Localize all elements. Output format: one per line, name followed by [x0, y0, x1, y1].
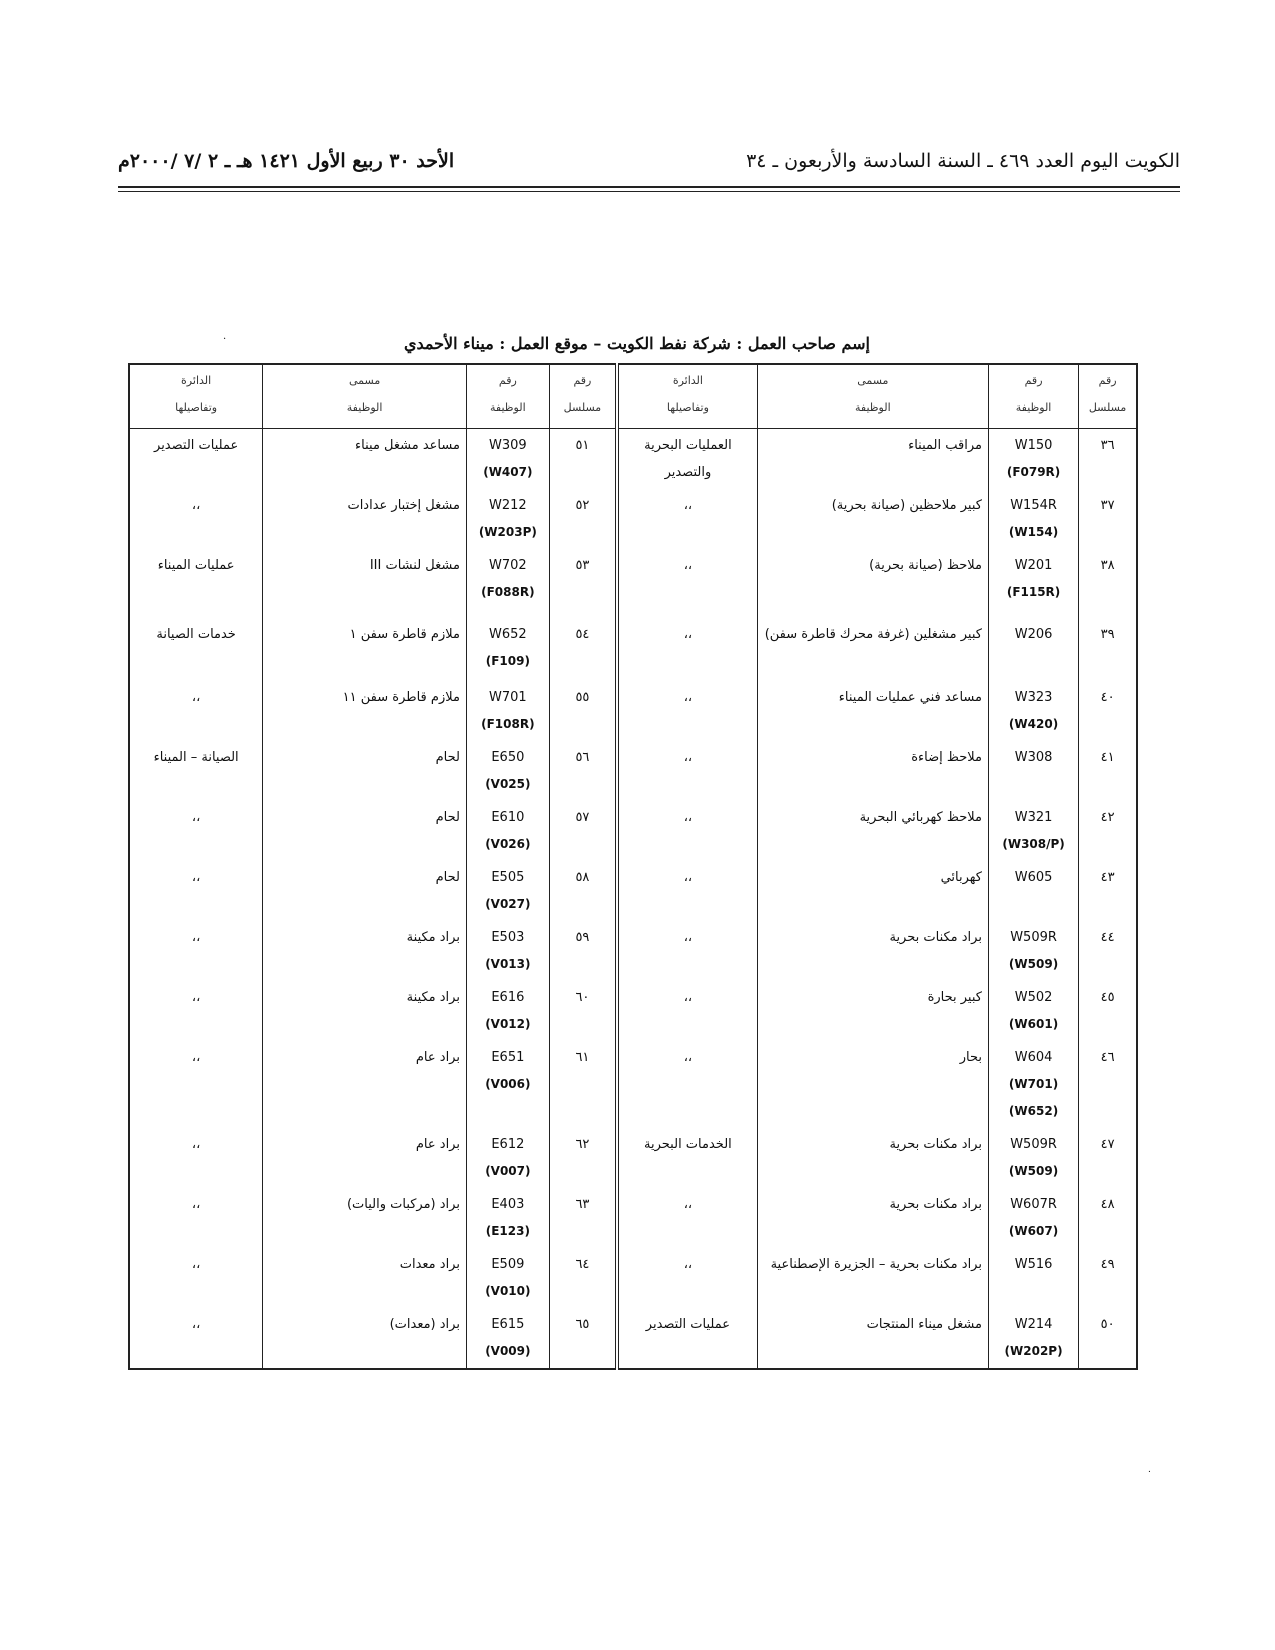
job-code: W206	[1014, 627, 1053, 642]
serial-number: ٤٥	[1079, 981, 1137, 1041]
previous-job-code: (V007)	[485, 1164, 531, 1178]
job-title: كبير مشغلين (غرفة محرك قاطرة سفن)	[757, 618, 988, 681]
job-code-cell	[466, 489, 549, 549]
job-title: براد مكنات بحرية	[757, 921, 988, 981]
previous-job-code: (V013)	[485, 957, 531, 971]
previous-job-code: (V026)	[485, 837, 531, 851]
job-code-cell	[466, 1041, 549, 1128]
previous-job-code: (W203P)	[478, 525, 537, 539]
job-code-cell	[466, 921, 549, 981]
job-code: W604	[1014, 1050, 1053, 1065]
department: الخدمات البحرية	[617, 1128, 757, 1188]
department: ،،	[129, 801, 263, 861]
job-code: E650	[491, 750, 525, 765]
job-title: براد مكنات بحرية	[757, 1128, 988, 1188]
job-title: مساعد مشغل ميناء	[263, 429, 467, 490]
job-title: كبير بحارة	[757, 981, 988, 1041]
serial-number: ٥٢	[549, 489, 617, 549]
table-row	[129, 741, 1137, 801]
job-code: E403	[491, 1197, 525, 1212]
previous-job-code: (V010)	[485, 1284, 531, 1298]
job-title: ملازم قاطرة سفن ١١	[263, 681, 467, 741]
job-title: لحام	[263, 801, 467, 861]
previous-job-code: (F108R)	[481, 717, 535, 731]
serial-number: ٥٨	[549, 861, 617, 921]
department: ،،	[129, 1128, 263, 1188]
header-issue-info: الكويت اليوم العدد ٤٦٩ ـ السنة السادسة والأربعون ـ ٣٤	[746, 150, 1180, 172]
serial-number: ٥٤	[549, 618, 617, 681]
table-row	[129, 1128, 1137, 1188]
serial-number: ٤٧	[1079, 1128, 1137, 1188]
col-dept-header-2: الدائرة وتفاصيلها	[129, 364, 263, 429]
serial-number: ٦٣	[549, 1188, 617, 1248]
header-date: الأحد ٣٠ ربيع الأول ١٤٢١ هـ ـ ٢ /٧ /٢٠٠٠م	[118, 150, 455, 172]
job-title: براد (مركبات واليات)	[263, 1188, 467, 1248]
table-row	[129, 1041, 1137, 1128]
job-title: مراقب الميناء	[757, 429, 988, 490]
job-title: براد مكينة	[263, 981, 467, 1041]
serial-number: ٤٩	[1079, 1248, 1137, 1308]
job-code-cell	[988, 921, 1078, 981]
table-row	[129, 861, 1137, 921]
job-code: E616	[491, 990, 525, 1005]
job-code: E505	[491, 870, 525, 885]
previous-job-code: (W601)	[1008, 1017, 1059, 1031]
job-code-cell	[466, 861, 549, 921]
serial-number: ٦٤	[549, 1248, 617, 1308]
table-row	[129, 1248, 1137, 1308]
serial-number: ٦١	[549, 1041, 617, 1128]
job-title: براد عام	[263, 1128, 467, 1188]
job-code: E651	[491, 1050, 525, 1065]
job-code: E509	[491, 1257, 525, 1272]
department: ،،	[617, 549, 757, 618]
col-serial-header: رقم مسلسل	[1079, 364, 1137, 429]
job-title: ملاحظ (صيانة بحرية)	[757, 549, 988, 618]
page-header	[118, 150, 1180, 188]
job-title: ملاحظ كهربائي البحرية	[757, 801, 988, 861]
department: ،،	[617, 921, 757, 981]
table-row	[129, 549, 1137, 618]
job-code-cell	[466, 741, 549, 801]
job-code-cell	[988, 429, 1078, 490]
job-code: W652	[489, 627, 527, 642]
department: ،،	[617, 681, 757, 741]
department: عمليات التصدير	[617, 1308, 757, 1369]
serial-number: ٥٠	[1079, 1308, 1137, 1369]
table-row	[129, 921, 1137, 981]
previous-job-code: (V006)	[485, 1077, 531, 1091]
department: ،،	[617, 1041, 757, 1128]
previous-job-code: (W202P)	[1004, 1344, 1063, 1358]
serial-number: ٤٨	[1079, 1188, 1137, 1248]
serial-number: ٦٢	[549, 1128, 617, 1188]
job-code: E610	[491, 810, 525, 825]
job-code: W516	[1014, 1257, 1053, 1272]
department: ،،	[617, 981, 757, 1041]
job-code-cell	[988, 741, 1078, 801]
department: العمليات البحرية والتصدير	[617, 429, 757, 490]
department: ،،	[129, 1248, 263, 1308]
jobs-table	[128, 363, 1138, 1370]
previous-job-code: (W509)	[1008, 957, 1059, 971]
department: ،،	[129, 681, 263, 741]
table-row	[129, 681, 1137, 741]
job-title: مساعد فني عمليات الميناء	[757, 681, 988, 741]
serial-number: ٥٩	[549, 921, 617, 981]
job-code: W605	[1014, 870, 1053, 885]
job-title: براد مكينة	[263, 921, 467, 981]
job-code-cell	[988, 981, 1078, 1041]
job-code: W308	[1014, 750, 1053, 765]
job-title: بحار	[757, 1041, 988, 1128]
department: ،،	[129, 981, 263, 1041]
col-title-header-2: مسمى الوظيفة	[263, 364, 467, 429]
job-title: براد معدات	[263, 1248, 467, 1308]
serial-number: ٣٩	[1079, 618, 1137, 681]
job-code-cell	[988, 1128, 1078, 1188]
job-code-cell	[466, 981, 549, 1041]
job-code-cell	[988, 618, 1078, 681]
job-code: W214	[1014, 1317, 1053, 1332]
job-code-cell	[466, 1188, 549, 1248]
job-code: W701	[489, 690, 527, 705]
job-title: ملازم قاطرة سفن ١	[263, 618, 467, 681]
table-row	[129, 1308, 1137, 1369]
job-code-cell	[988, 549, 1078, 618]
department: خدمات الصيانة	[129, 618, 263, 681]
job-code-cell	[988, 1188, 1078, 1248]
job-title: ملاحظ إضاءة	[757, 741, 988, 801]
serial-number: ٦٠	[549, 981, 617, 1041]
job-code: W154R	[1010, 498, 1057, 513]
job-code: W150	[1014, 438, 1053, 453]
department: ،،	[617, 1188, 757, 1248]
serial-number: ٣٦	[1079, 429, 1137, 490]
serial-number: ٤٠	[1079, 681, 1137, 741]
job-code-cell	[466, 1308, 549, 1369]
table-row	[129, 981, 1137, 1041]
previous-job-code: (F088R)	[481, 585, 535, 599]
job-title: مشغل ميناء المنتجات	[757, 1308, 988, 1369]
job-code: E612	[491, 1137, 525, 1152]
stray-mark: .	[1148, 1465, 1151, 1475]
table-header-row	[129, 364, 1137, 429]
previous-job-code: (E123)	[485, 1224, 530, 1238]
col-dept-header: الدائرة وتفاصيلها	[617, 364, 757, 429]
stray-mark: .	[223, 331, 227, 342]
serial-number: ٤٢	[1079, 801, 1137, 861]
job-code-cell	[466, 1128, 549, 1188]
department: ،،	[129, 489, 263, 549]
department: ،،	[129, 921, 263, 981]
job-code-cell	[988, 1248, 1078, 1308]
job-code: W323	[1014, 690, 1053, 705]
job-title: براد عام	[263, 1041, 467, 1128]
department: ،،	[617, 489, 757, 549]
department: ،،	[129, 861, 263, 921]
previous-job-code: (W420)	[1008, 717, 1059, 731]
col-title-header: مسمى الوظيفة	[757, 364, 988, 429]
job-code-cell	[466, 429, 549, 490]
job-code-cell	[988, 1308, 1078, 1369]
department: ،،	[617, 801, 757, 861]
department: الصيانة – الميناء	[129, 741, 263, 801]
serial-number: ٦٥	[549, 1308, 617, 1369]
previous-job-code: (V012)	[485, 1017, 531, 1031]
table-row	[129, 618, 1137, 681]
department: عمليات الميناء	[129, 549, 263, 618]
table-row	[129, 489, 1137, 549]
previous-job-code: (W154)	[1008, 525, 1059, 539]
col-code-header: رقم الوظيفة	[988, 364, 1078, 429]
serial-number: ٤٦	[1079, 1041, 1137, 1128]
job-code: W702	[489, 558, 527, 573]
serial-number: ٥٣	[549, 549, 617, 618]
previous-job-code: (W407)	[483, 465, 533, 479]
table-row	[129, 429, 1137, 490]
job-title: براد مكنات بحرية	[757, 1188, 988, 1248]
job-title: براد (معدات)	[263, 1308, 467, 1369]
job-code: W309	[489, 438, 527, 453]
table-body	[129, 429, 1137, 1370]
department: ،،	[617, 741, 757, 801]
job-title: لحام	[263, 741, 467, 801]
job-code-cell	[466, 1248, 549, 1308]
job-code: W607R	[1010, 1197, 1057, 1212]
serial-number: ٤٤	[1079, 921, 1137, 981]
previous-job-code: (W308/P)	[1002, 837, 1065, 851]
job-title: كهربائي	[757, 861, 988, 921]
job-code-cell	[988, 1041, 1078, 1128]
job-code: W201	[1014, 558, 1053, 573]
department: ،،	[617, 861, 757, 921]
previous-job-code: (F109)	[485, 654, 530, 668]
serial-number: ٤١	[1079, 741, 1137, 801]
department: ،،	[129, 1041, 263, 1128]
department: ،،	[617, 618, 757, 681]
job-code-cell	[988, 681, 1078, 741]
job-code-cell	[988, 861, 1078, 921]
job-code-cell	[466, 618, 549, 681]
previous-job-code: (W701) (W652)	[1008, 1077, 1059, 1118]
job-title: كبير ملاحظين (صيانة بحرية)	[757, 489, 988, 549]
serial-number: ٥١	[549, 429, 617, 490]
department: ،،	[617, 1248, 757, 1308]
job-code-cell	[466, 681, 549, 741]
serial-number: ٥٥	[549, 681, 617, 741]
employer-line: إسم صاحب العمل : شركة نفط الكويت – موقع العمل : ميناء الأحمدي	[403, 334, 870, 353]
job-code-cell	[988, 489, 1078, 549]
job-title: مشغل إختبار عدادات	[263, 489, 467, 549]
job-code: W212	[489, 498, 527, 513]
department: ،،	[129, 1308, 263, 1369]
serial-number: ٣٧	[1079, 489, 1137, 549]
job-code: E615	[491, 1317, 525, 1332]
job-code: W502	[1014, 990, 1053, 1005]
job-title: براد مكنات بحرية – الجزيرة الإصطناعية	[757, 1248, 988, 1308]
job-code-cell	[988, 801, 1078, 861]
job-code-cell	[466, 549, 549, 618]
previous-job-code: (W607)	[1008, 1224, 1059, 1238]
previous-job-code: (V009)	[485, 1344, 531, 1358]
previous-job-code: (F115R)	[1006, 585, 1061, 599]
job-title: مشغل لنشات III	[263, 549, 467, 618]
serial-number: ٣٨	[1079, 549, 1137, 618]
job-title: لحام	[263, 861, 467, 921]
previous-job-code: (V025)	[485, 777, 531, 791]
department: ،،	[129, 1188, 263, 1248]
job-code: W321	[1014, 810, 1053, 825]
previous-job-code: (F079R)	[1006, 465, 1061, 479]
table-row	[129, 1188, 1137, 1248]
job-code: W509R	[1010, 1137, 1057, 1152]
job-code: E503	[491, 930, 525, 945]
table-row	[129, 801, 1137, 861]
job-code: W509R	[1010, 930, 1057, 945]
col-code-header-2: رقم الوظيفة	[466, 364, 549, 429]
serial-number: ٥٧	[549, 801, 617, 861]
col-serial-header-2: رقم مسلسل	[549, 364, 617, 429]
previous-job-code: (V027)	[485, 897, 531, 911]
department: عمليات التصدير	[129, 429, 263, 490]
previous-job-code: (W509)	[1008, 1164, 1059, 1178]
serial-number: ٥٦	[549, 741, 617, 801]
header-rule	[118, 186, 1180, 188]
serial-number: ٤٣	[1079, 861, 1137, 921]
job-code-cell	[466, 801, 549, 861]
header-rule-thin	[118, 191, 1180, 192]
